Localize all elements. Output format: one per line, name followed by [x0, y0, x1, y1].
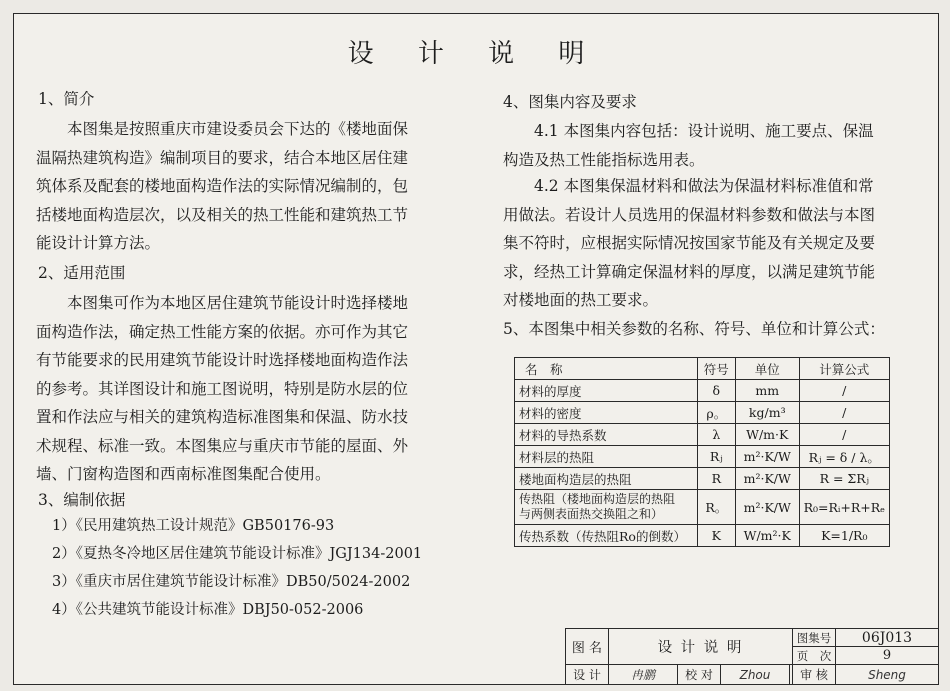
param-symbol: K: [697, 525, 735, 547]
param-unit: kg/m³: [735, 402, 799, 424]
column-header: 名 称: [515, 358, 698, 380]
param-name: [515, 490, 698, 525]
param-formula: /: [799, 380, 889, 402]
param-unit: W/m²·K: [735, 525, 799, 547]
param-symbol: R: [697, 468, 735, 490]
reviewer-signature: Sheng: [836, 665, 939, 685]
page-title: 设 计 说 明: [347, 39, 603, 69]
param-formula: /: [799, 424, 889, 446]
column-header: 单位: [735, 358, 799, 380]
param-name: 传热系数（传热阻Ro的倒数）: [515, 525, 698, 547]
designer-label: 设 计: [566, 665, 609, 685]
title-block-name-value: 设 计 说 明: [609, 629, 793, 665]
param-name-line: 传热阻（楼地面构造层的热阻: [519, 492, 676, 506]
text-line: 墙、门窗构造图和西南标准图集配合使用。: [36, 465, 331, 483]
table-row: [515, 424, 890, 446]
table-row: [515, 402, 890, 424]
table-row: [515, 525, 890, 547]
table-header-row: [515, 358, 890, 380]
param-formula: K=1/R₀: [799, 525, 889, 547]
text-line: 本图集可作为本地区居住建筑节能设计时选择楼地: [67, 294, 409, 312]
section-1-heading: 1、简介: [38, 90, 95, 108]
text-line: 术规程、标准一致。本图集应与重庆市节能的屋面、外: [36, 436, 409, 455]
section-4-2: [503, 172, 909, 315]
section-2-body: [36, 289, 456, 489]
text-line: 对楼地面的热工要求。: [503, 291, 659, 309]
page-number-value: 9: [836, 647, 939, 665]
checker-signature: Zhou: [721, 665, 790, 685]
section-1-body: [36, 115, 456, 258]
section-3-heading: 3、编制依据: [38, 491, 126, 509]
param-unit: W/m·K: [735, 424, 799, 446]
section-4-heading: 4、图集内容及要求: [503, 93, 637, 111]
table-row: [515, 490, 890, 525]
column-header: 计算公式: [799, 358, 889, 380]
text-line: 4.1 本图集内容包括：设计说明、施工要点、保温: [534, 122, 874, 140]
text-line: 有节能要求的民用建筑节能设计时选择楼地面构造作法: [36, 351, 409, 369]
param-name: 材料的密度: [515, 402, 698, 424]
reference-item: 1）《民用建筑热工设计规范》GB50176-93: [52, 518, 335, 534]
reviewer-label: 审 核: [793, 665, 836, 685]
param-symbol: λ: [697, 424, 735, 446]
param-unit: m²·K/W: [735, 446, 799, 468]
reference-item: 3）《重庆市居住建筑节能设计标准》DB50/5024-2002: [52, 574, 411, 590]
param-symbol: Rⱼ: [697, 446, 735, 468]
reference-item: 2）《夏热冬冷地区居住建筑节能设计标准》JGJ134-2001: [52, 546, 423, 562]
text-line: 置和作法应与相关的建筑构造标准图集和保温、防水技: [36, 408, 409, 426]
page-number-label: 页 次: [793, 647, 836, 665]
param-symbol: δ: [697, 380, 735, 402]
param-name: 材料的导热系数: [515, 424, 698, 446]
column-header: 符号: [697, 358, 735, 380]
text-line: 构造及热工性能指标选用表。: [503, 150, 705, 169]
param-name: 材料层的热阻: [515, 446, 698, 468]
text-line: 面构造作法，确定热工性能方案的依据。亦可作为其它: [36, 322, 409, 341]
section-5-heading: 5、本图集中相关参数的名称、符号、单位和计算公式：: [503, 320, 885, 338]
text-line: 括楼地面构造层次，以及相关的热工性能和建筑热工节: [36, 205, 409, 224]
param-symbol: ρ。: [697, 402, 735, 424]
text-line: 温隔热建筑构造》编制项目的要求，结合本地区居住建: [36, 148, 409, 167]
table-row: [515, 446, 890, 468]
param-formula: R = ΣRⱼ: [799, 468, 889, 490]
parameter-table: [514, 357, 890, 547]
text-line: 的参考。其详图设计和施工图说明，特别是防水层的位: [36, 379, 409, 398]
section-2-heading: 2、适用范围: [38, 264, 126, 282]
param-symbol: R。: [697, 490, 735, 525]
text-line: 筑体系及配套的楼地面构造作法的实际情况编制的，包: [36, 177, 409, 195]
text-line: 用做法。若设计人员选用的保温材料参数和做法与本图: [503, 205, 876, 224]
title-block: [565, 628, 939, 685]
param-formula: /: [799, 402, 889, 424]
param-unit: m²·K/W: [735, 468, 799, 490]
reference-item: 4）《公共建筑节能设计标准》DBJ50-052-2006: [52, 602, 364, 618]
section-4-1: [503, 117, 909, 174]
text-line: 本图集是按照重庆市建设委员会下达的《楼地面保: [67, 120, 409, 138]
text-line: 4.2 本图集保温材料和做法为保温材料标准值和常: [534, 177, 874, 195]
param-formula: Rⱼ = δ / λ。: [799, 446, 889, 468]
text-line: 求，经热工计算确定保温材料的厚度，以满足建筑节能: [503, 262, 876, 281]
param-unit: m²·K/W: [735, 490, 799, 525]
param-name: 材料的厚度: [515, 380, 698, 402]
title-block-name-label: 图 名: [566, 629, 609, 665]
atlas-number-value: 06J013: [836, 629, 939, 647]
text-line: 集不符时，应根据实际情况按国家节能及有关规定及要: [503, 234, 876, 252]
table-row: [515, 468, 890, 490]
text-line: 能设计计算方法。: [36, 234, 161, 252]
param-formula: R₀=Rᵢ+R+Rₑ: [799, 490, 889, 525]
atlas-number-label: 图集号: [793, 629, 836, 647]
checker-label: 校 对: [678, 665, 721, 685]
table-row: [515, 380, 890, 402]
param-name-line: 与两侧表面热交换阻之和）: [519, 507, 664, 521]
param-unit: mm: [735, 380, 799, 402]
param-name: 楼地面构造层的热阻: [515, 468, 698, 490]
designer-signature: 冉鹏: [609, 665, 678, 685]
